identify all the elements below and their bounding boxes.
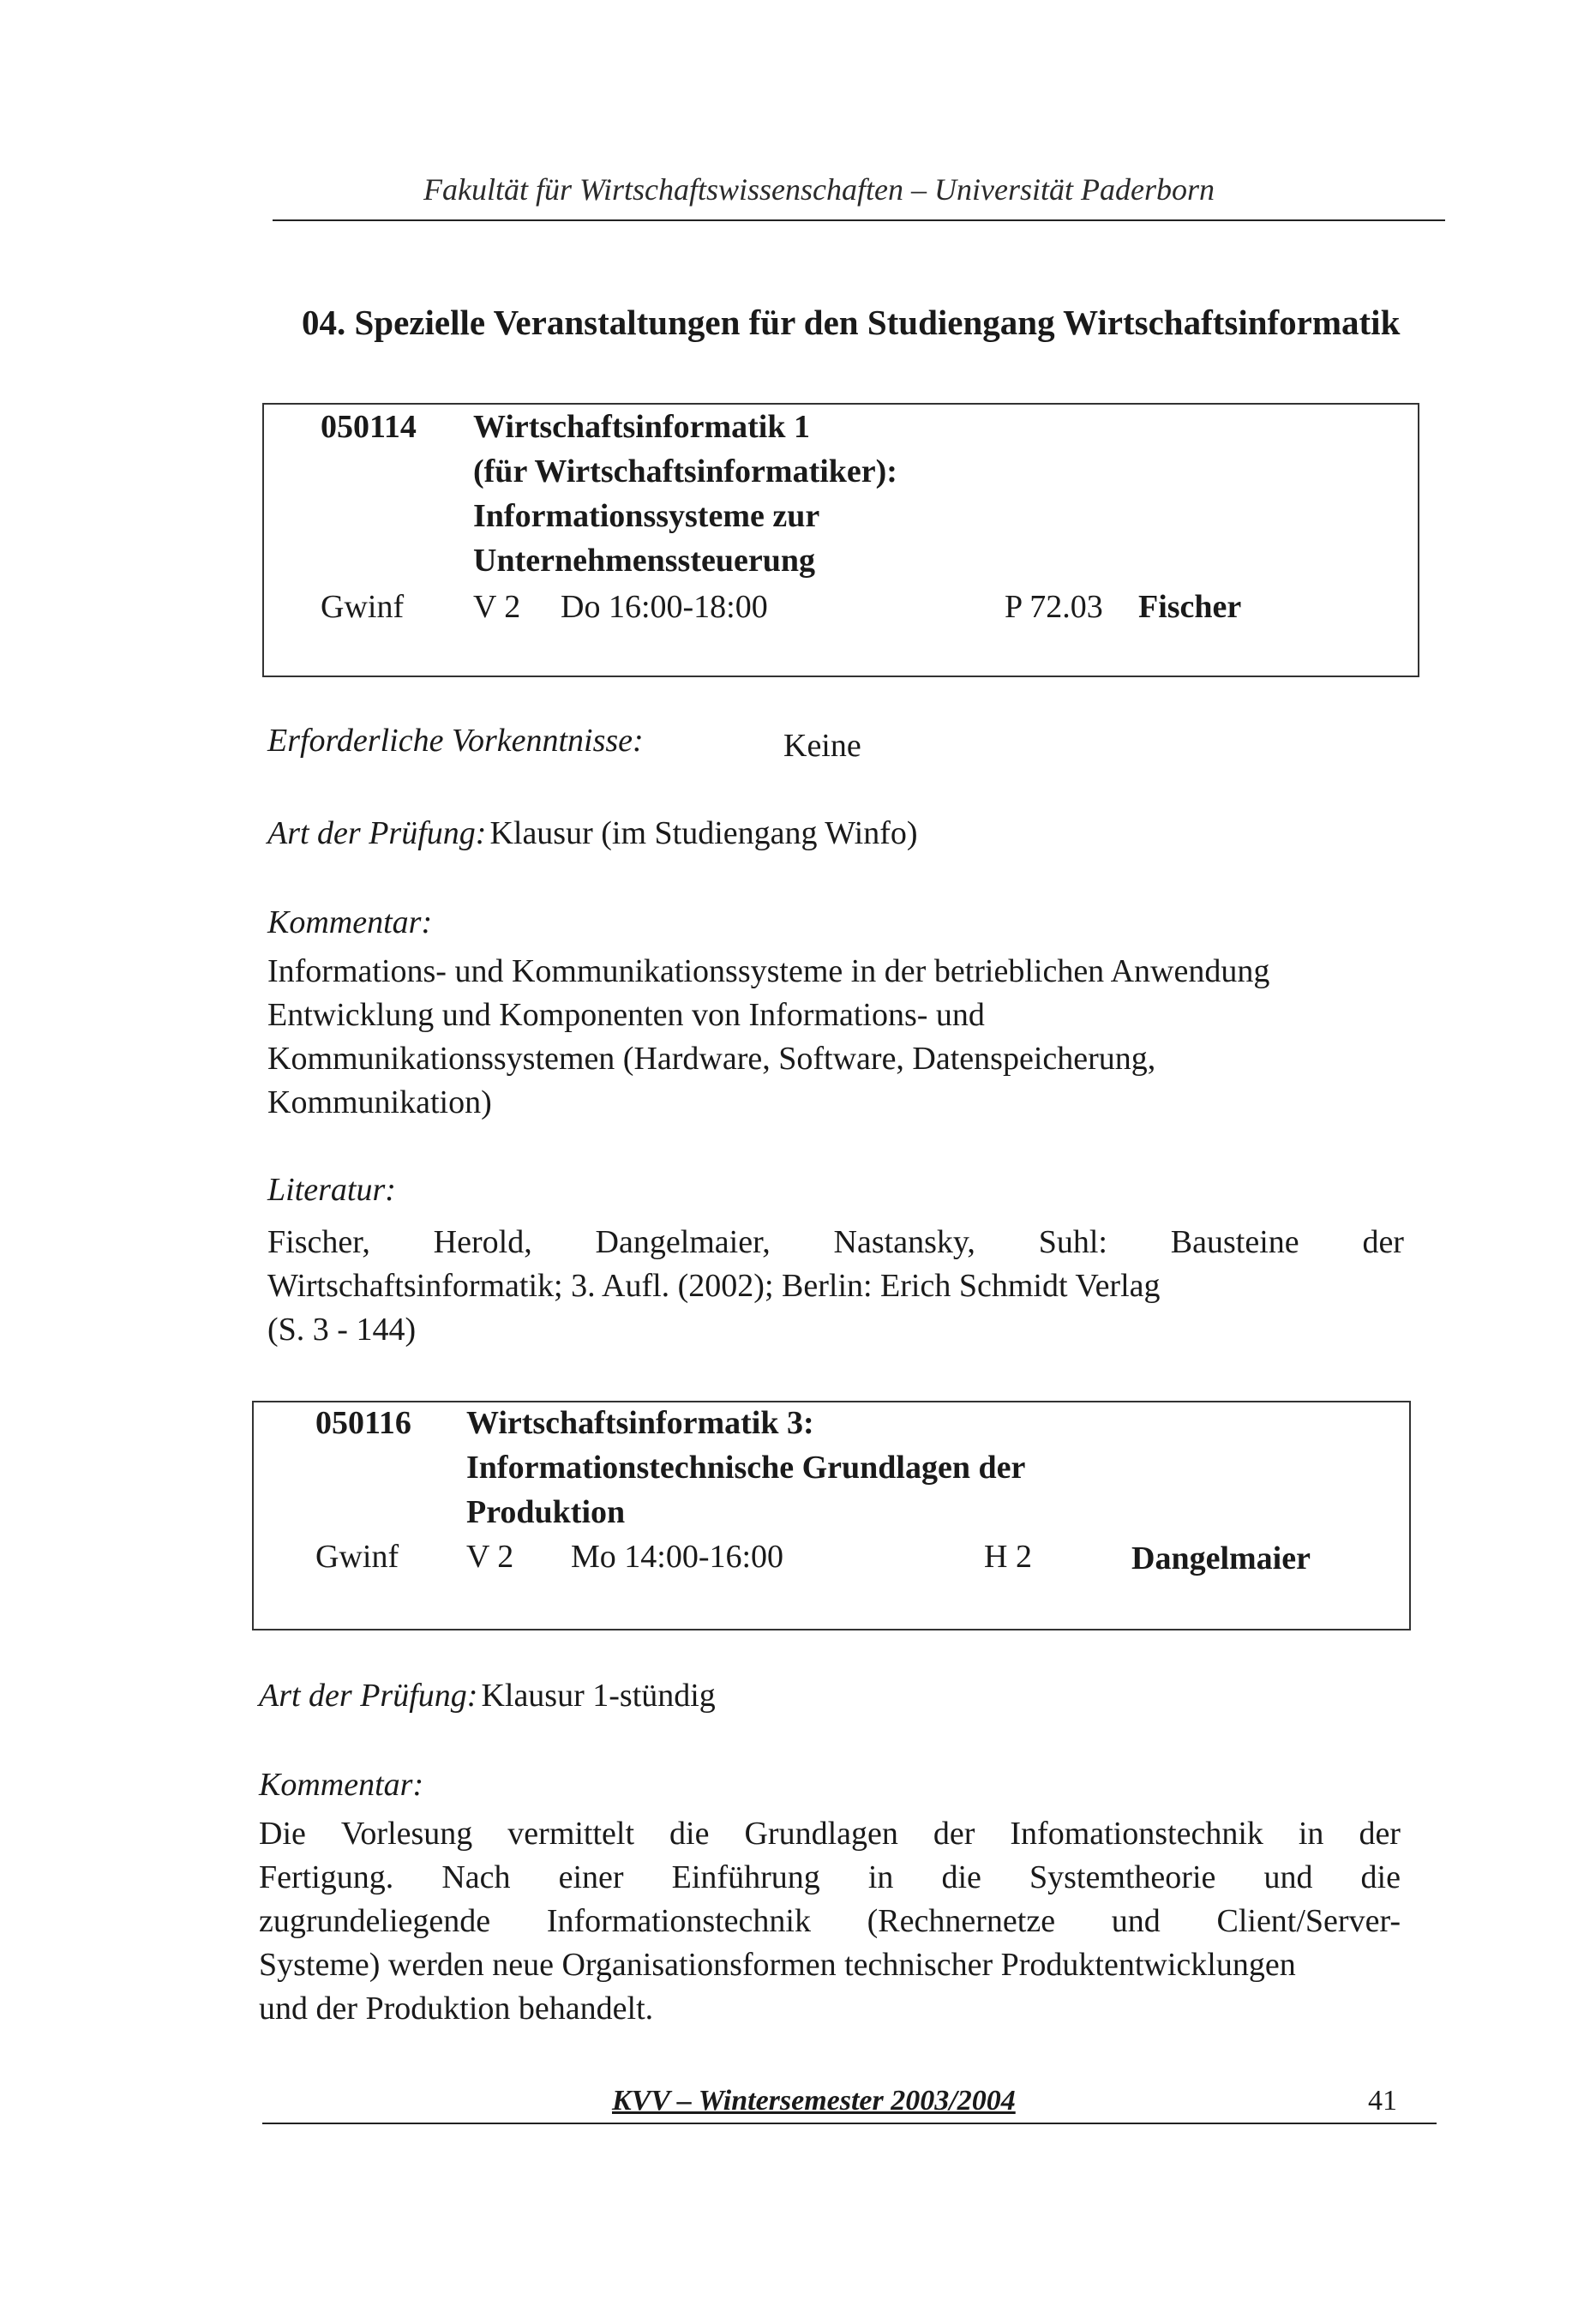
comment-word: vermittelt (507, 1816, 635, 1852)
lit-word: Dangelmaier, (595, 1224, 771, 1260)
comment-word: in (1298, 1816, 1324, 1852)
comment-line (259, 1856, 1401, 1900)
comment-text (259, 1812, 1401, 2031)
course-lecturer: Fischer (1138, 589, 1242, 625)
prereq-row (267, 722, 644, 760)
comment-word: Systemtheorie (1029, 1859, 1216, 1895)
running-footer (262, 2085, 1437, 2124)
exam-value: Klausur 1-stündig (481, 1678, 716, 1714)
header-text: Fakultät für Wirtschaftswissenschaften – Universität Paderborn (423, 172, 1215, 207)
prereq-value: Keine (783, 728, 861, 764)
course-number: 050114 (321, 409, 417, 445)
comment-word: die (1360, 1859, 1401, 1895)
comment-line: Kommunikationssystemen (Hardware, Software, Datenspeicherung, (267, 1041, 1156, 1077)
literature-label: Literatur: (267, 1172, 396, 1208)
literature-line (267, 1221, 1404, 1264)
course-title-line: Unternehmenssteuerung (473, 543, 815, 579)
exam-row (259, 1677, 716, 1714)
lit-word: Nastansky, (833, 1224, 975, 1260)
course-group: Gwinf (321, 589, 405, 625)
course-title-line: Informationstechnische Grundlagen der (466, 1450, 1026, 1486)
comment-word: Informationstechnik (546, 1903, 811, 1939)
comment-word: Fertigung. (259, 1859, 394, 1895)
comment-word: Vorlesung (340, 1816, 473, 1852)
course-time: Mo 14:00-16:00 (571, 1539, 784, 1575)
running-header (273, 163, 1445, 221)
course-title-line: Wirtschaftsinformatik 1 (473, 409, 810, 445)
comment-word: und (1111, 1903, 1161, 1939)
course-type: V 2 (466, 1539, 514, 1575)
section-title: 04. Spezielle Veranstaltungen für den Studiengang Wirtschaftsinformatik (302, 303, 1401, 342)
course-lecturer: Dangelmaier (1131, 1540, 1311, 1576)
comment-label: Kommentar: (259, 1767, 424, 1803)
literature-line: (S. 3 - 144) (267, 1312, 417, 1348)
course-title-line: Informationssysteme zur (473, 498, 820, 534)
exam-value: Klausur (im Studiengang Winfo) (489, 815, 918, 851)
comment-label: Kommentar: (267, 904, 433, 940)
course-number: 050116 (315, 1405, 411, 1441)
literature-text (267, 1221, 1404, 1352)
comment-text (267, 950, 1433, 1125)
comment-line: und der Produktion behandelt. (259, 1991, 654, 2027)
comment-word: und (1263, 1859, 1313, 1895)
comment-word: Client/Server- (1216, 1903, 1401, 1939)
lit-word: Bausteine (1170, 1224, 1299, 1260)
course-title-line: Produktion (466, 1494, 626, 1530)
comment-word: der (1359, 1816, 1401, 1852)
page-number: 41 (1368, 2085, 1397, 2117)
lit-word: Herold, (433, 1224, 532, 1260)
comment-line: Kommunikation) (267, 1084, 492, 1120)
course-title-line: (für Wirtschaftsinformatiker): (473, 453, 897, 489)
exam-label: Art der Prüfung: (259, 1678, 478, 1714)
comment-line: Entwicklung und Komponenten von Informations- und (267, 997, 985, 1033)
course-group: Gwinf (315, 1539, 399, 1575)
comment-line: Systeme) werden neue Organisationsformen technischer Produktentwicklungen (259, 1947, 1296, 1983)
comment-line: Informations- und Kommunikationssysteme in der betrieblichen Anwendung (267, 953, 1270, 989)
comment-word: einer (558, 1859, 624, 1895)
course-room: H 2 (984, 1539, 1032, 1575)
course-title-line: Wirtschaftsinformatik 3: (466, 1405, 814, 1441)
comment-word: die (941, 1859, 981, 1895)
lit-word: der (1362, 1224, 1404, 1260)
lit-word: Suhl: (1038, 1224, 1107, 1260)
footer-text: KVV – Wintersemester 2003/2004 (612, 2085, 1016, 2117)
comment-word: in (867, 1859, 894, 1895)
comment-line (259, 1900, 1401, 1943)
comment-word: der (933, 1816, 975, 1852)
comment-word: die (669, 1816, 710, 1852)
course-box-050116 (252, 1401, 1411, 1630)
lit-word: Fischer, (267, 1224, 370, 1260)
prereq-label: Erforderliche Vorkenntnisse: (267, 723, 644, 759)
comment-word: Einführung (671, 1859, 820, 1895)
literature-line: Wirtschaftsinformatik; 3. Aufl. (2002); Berlin: Erich Schmidt Verlag (267, 1268, 1161, 1304)
course-box-050114 (262, 403, 1419, 677)
exam-label: Art der Prüfung: (267, 815, 487, 851)
comment-word: (Rechnernetze (867, 1903, 1056, 1939)
course-type: V 2 (473, 589, 521, 625)
comment-line (259, 1812, 1401, 1856)
comment-word: Nach (441, 1859, 511, 1895)
comment-word: Die (259, 1816, 306, 1852)
comment-word: Infomationstechnik (1010, 1816, 1263, 1852)
comment-word: Grundlagen (744, 1816, 898, 1852)
exam-row (267, 814, 918, 852)
comment-word: zugrundeliegende (259, 1903, 491, 1939)
course-time: Do 16:00-18:00 (561, 589, 768, 625)
course-room: P 72.03 (1005, 589, 1103, 625)
